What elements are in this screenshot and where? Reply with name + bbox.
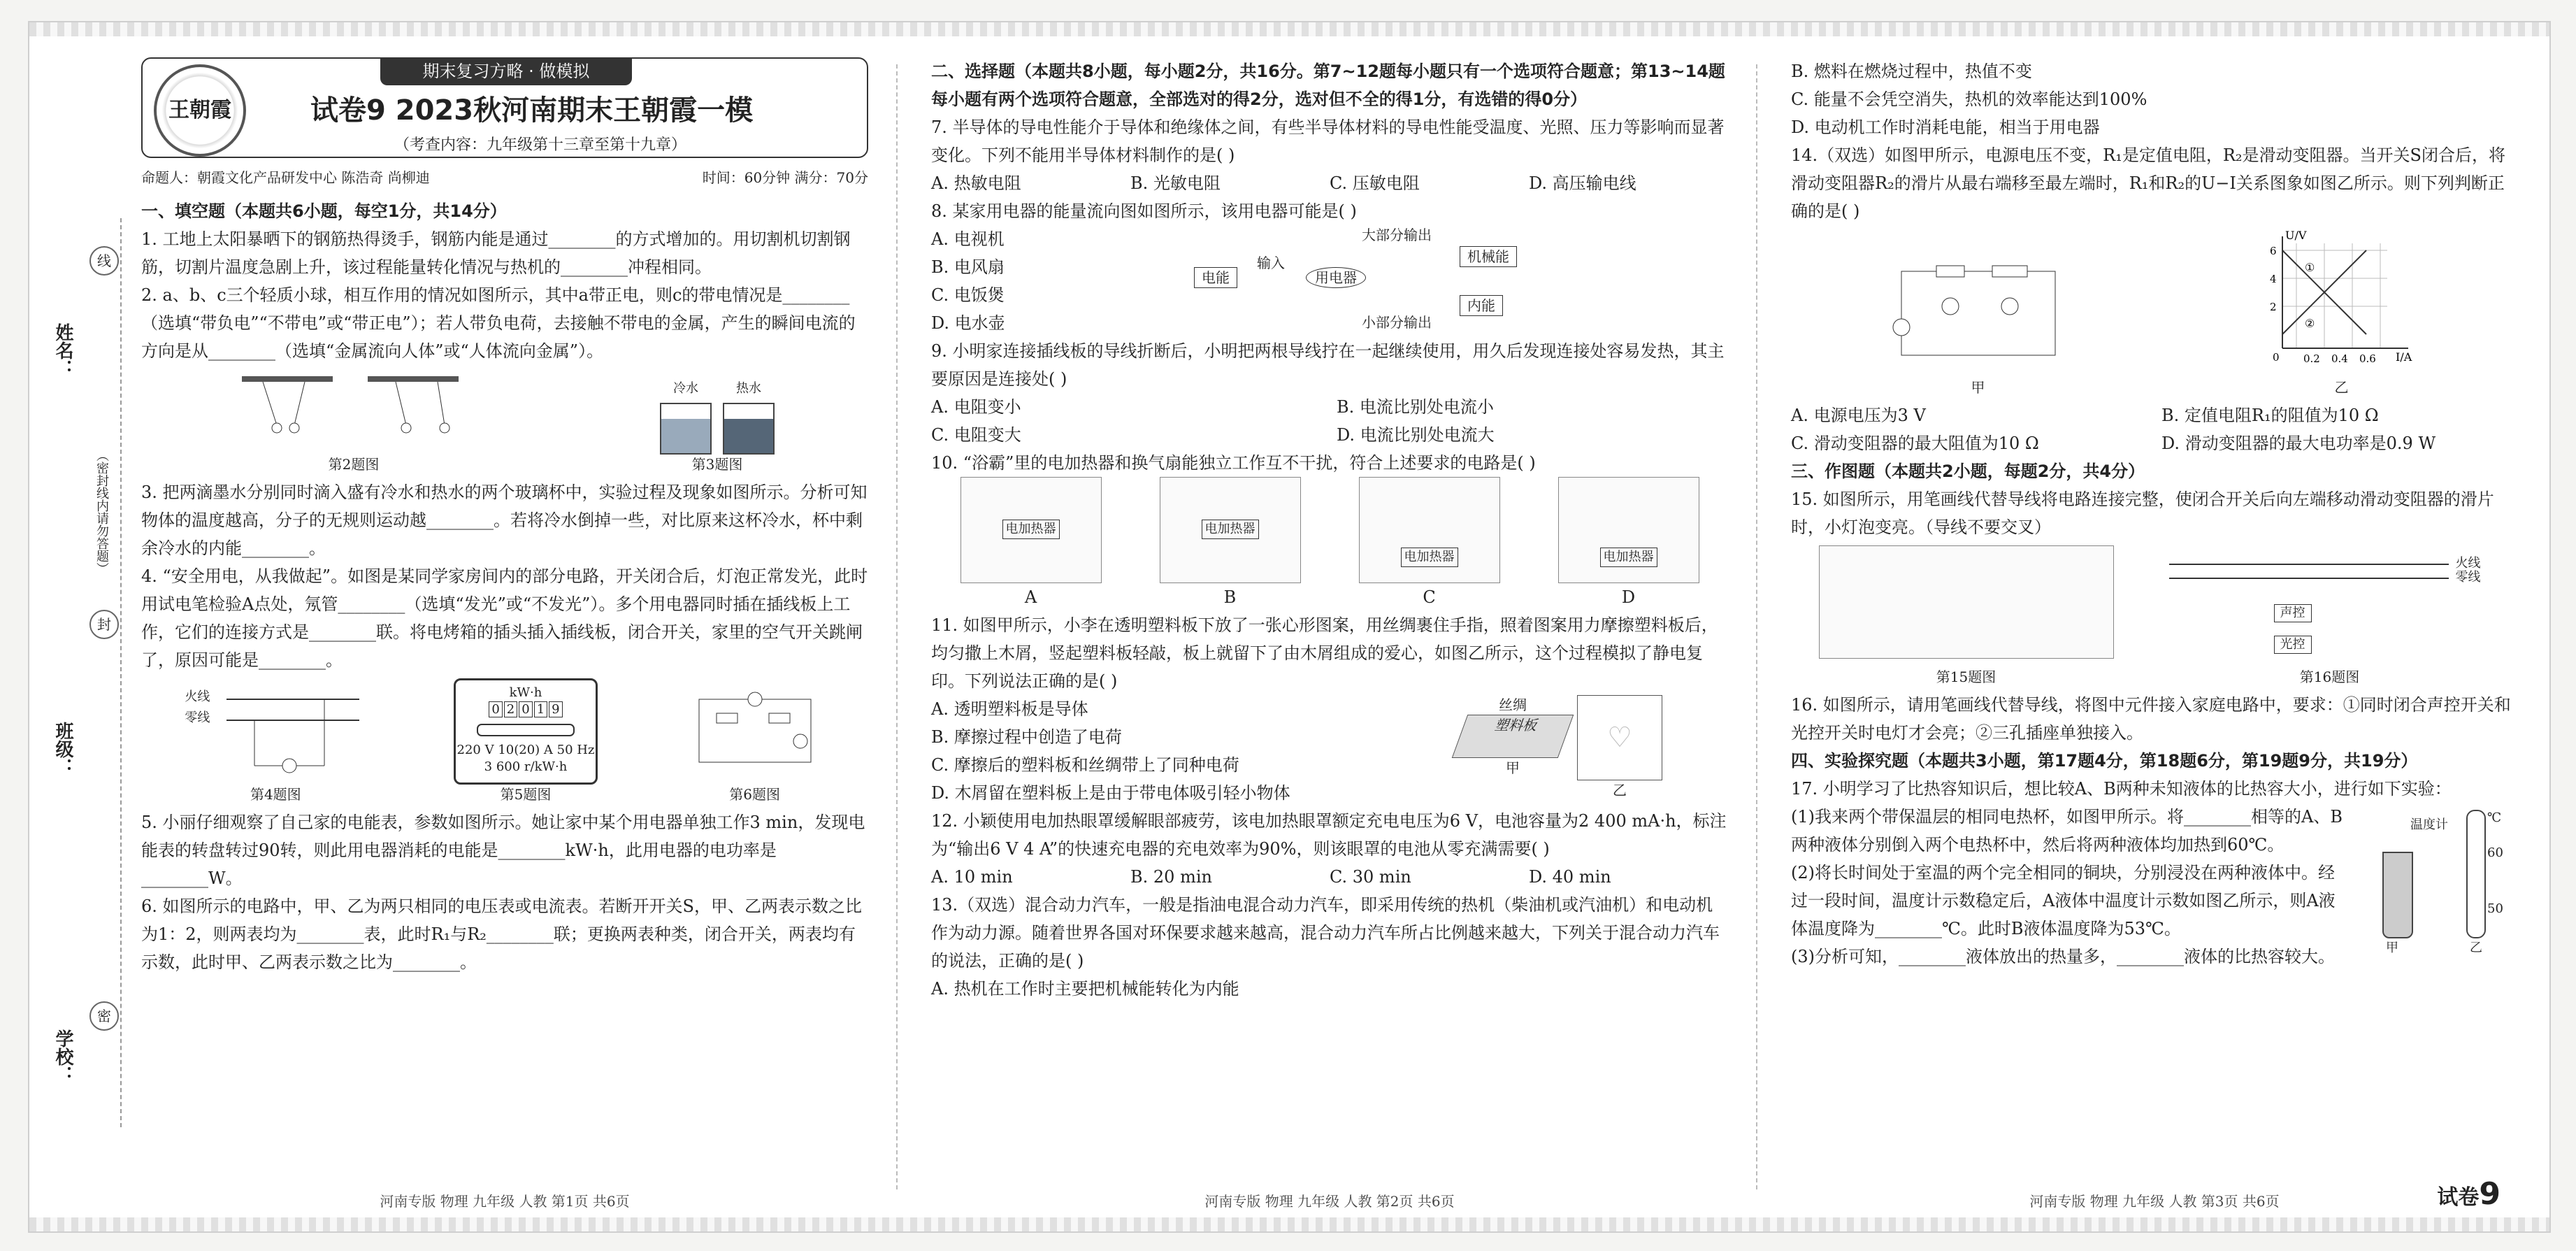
question-10: 10. “浴霸”里的电加热器和换气扇能独立工作互不干扰，符合上述要求的电路是( ) (931, 453, 1536, 473)
fig-yi-label: 乙 (1613, 782, 1627, 799)
flow-source: 电能 (1194, 267, 1237, 288)
time-score: 时间：60分钟 满分：70分 (702, 169, 868, 186)
q16-diagram (2169, 555, 2491, 667)
meter-digit: 1 (534, 701, 547, 717)
q8-options (931, 225, 1183, 337)
heater-box: 电加热器 (1401, 548, 1458, 567)
q11-fig-yi (1577, 695, 1662, 807)
option[interactable]: C. 电阻变大 (931, 425, 1021, 445)
q14-options (1791, 401, 2518, 457)
plastic-plate: 塑料板 (1452, 715, 1574, 758)
origin-tick: 0 (2272, 351, 2280, 364)
school-label: 学校： (52, 1029, 73, 1084)
xtick: 0.4 (2331, 352, 2348, 365)
question-9: 9. 小明家连接插线板的导线折断后，小明把两根导线拧在一起继续使用，用久后发现连接处容易发热，其主要原因是连接处( ) (931, 341, 1725, 389)
paper-meta (141, 164, 868, 192)
fig-6-caption: 第6题图 (729, 786, 780, 803)
meter-unit: kW·h (509, 685, 542, 700)
thermometer-scale (2466, 810, 2486, 938)
option[interactable]: D. 高压输电线 (1529, 173, 1636, 193)
q11-fig-jia (1460, 695, 1566, 807)
hot-water-label: 热水 (736, 381, 761, 396)
circuit-label: C (1423, 587, 1436, 607)
corner-prefix: 试卷 (2437, 1185, 2480, 1210)
question-11: 11. 如图甲所示，小李在透明塑料板下放了一张心形图案，用丝绸裹住手指，照着图案用力摩擦塑料板后，均匀撒上木屑，竖起塑料板轻敲，板上就留下了由木屑组成的爱心，如图乙所示，这个过程模拟了静电复印。下列说法正确的是( ) (931, 615, 1718, 691)
question-15: 15. 如图所示，用笔画线代替导线将电路连接完整，使闭合开关后向左端移动滑动变阻器的滑片时，小灯泡变亮。（导线不要交叉） (1791, 489, 2494, 537)
option[interactable]: D. 电流比别处电流大 (1337, 425, 1495, 445)
fig-jia-label: 甲 (1506, 759, 1520, 776)
q14-fig-jia (1887, 250, 2069, 397)
line-2-marker: ② (2304, 317, 2315, 330)
figure-15 (1819, 545, 2114, 687)
live-wire-label: 火线 (185, 689, 210, 704)
flow-internal: 内能 (1460, 295, 1503, 316)
fig-16-caption: 第16题图 (2299, 669, 2360, 685)
option[interactable]: B. 燃料在燃烧过程中，热值不变 (1791, 62, 2032, 81)
energy-flow-diagram (1194, 225, 1557, 337)
figure-5 (454, 678, 598, 804)
option[interactable]: C. 能量不会凭空消失，热机的效率能达到100% (1791, 90, 2147, 109)
paper-header (141, 57, 868, 158)
option[interactable]: B. 摩擦过程中创造了电荷 (931, 727, 1122, 747)
question-6: 6. 如图所示的电路中，甲、乙为两只相同的电压表或电流表。若断开开关S，甲、乙两表示数之比为1：2，则两表均为________表，此时R₁与R₂________联；更换两表种类，闭合开关，两表均有示数，此时甲、乙两表示数之比为________。 (141, 896, 862, 972)
binding-strip (52, 218, 122, 1127)
paper-title: 试卷9 2023秋河南期末王朝霞一模 (310, 94, 754, 127)
fig-row-2-3 (141, 369, 868, 474)
option[interactable]: A. 透明塑料板是导体 (931, 699, 1088, 719)
authors: 命题人：朝霞文化产品研发中心 陈浩奇 尚柳迪 (141, 169, 430, 186)
q11-options (931, 695, 1448, 807)
q11-body (931, 695, 1728, 807)
bottom-border (29, 1217, 2549, 1231)
ytick: 2 (2269, 301, 2277, 313)
meter-digit: 0 (519, 701, 532, 717)
option[interactable]: A. 10 min (931, 867, 1013, 887)
fig-jia-label: 甲 (2386, 941, 2398, 955)
temp-tick: 50 (2487, 901, 2503, 916)
q17-part-3: (3)分析可知，________液体放出的热量多，________液体的比热容较大。 (1791, 947, 2335, 966)
option[interactable]: C. 电饭煲 (931, 285, 1005, 305)
circuit-option[interactable] (1529, 477, 1728, 611)
q10-circuits (931, 477, 1728, 611)
option[interactable]: C. 滑动变阻器的最大阻值为10 Ω (1791, 434, 2039, 453)
ball-diagram (235, 369, 473, 446)
option[interactable]: D. 滑动变阻器的最大电功率是0.9 W (2161, 434, 2436, 453)
meter-rev: 3 600 r/kW·h (484, 759, 568, 774)
option[interactable]: B. 电风扇 (931, 257, 1005, 277)
paper-scope: （考查内容：九年级第十三章至第十九章） (394, 136, 687, 154)
cold-cup (660, 403, 712, 455)
question-13: 13.（双选）混合动力汽车，一般是指油电混合动力汽车，即采用传统的热机（柴油机或汽油机）和电动机作为动力源。随着世界各国对环保要求越来越高，混合动力汽车所占比例越来越大，下列关于混合动力汽车的说法，正确的是( ) (931, 895, 1720, 971)
option[interactable]: A. 电阻变小 (931, 397, 1021, 417)
question-5: 5. 小丽仔细观察了自己家的电能表，参数如图所示。她让家中某个用电器单独工作3 min，发现电能表的转盘转过90转，则此用电器消耗的电能是________kW·h，此用电器的电功率是________W。 (141, 813, 865, 888)
seal-line: 线 (89, 246, 119, 276)
xtick: 0.6 (2359, 352, 2376, 365)
fig-row-4-6 (141, 678, 868, 804)
heater-box: 电加热器 (1202, 520, 1259, 539)
fig-3-caption: 第3题图 (691, 456, 743, 473)
circuit-option[interactable] (1130, 477, 1330, 611)
meter-disc (477, 724, 575, 736)
ytick: 6 (2269, 245, 2277, 257)
q17-part-2: (2)将长时间处于室温的两个完全相同的铜块，分别浸没在两种液体中。经过一段时间，温度计示数稳定后，A液体中温度计示数如图乙所示，则A液体温度降为________℃。此时B液体温度降为53℃。 (1791, 863, 2336, 938)
exam-sheet (28, 21, 2551, 1233)
q14-yi-label: 乙 (2334, 379, 2349, 396)
section-2-title: 二、选择题（本题共8小题，每小题2分，共16分。第7~12题每小题只有一个选项符合题意；第13~14题每小题有两个选项符合题意，全部选对的得2分，选对但不全的得1分，有选错的得0分） (931, 62, 1725, 109)
flow-small: 小部分输出 (1362, 314, 1432, 331)
page-divider (896, 64, 898, 1189)
q8-body (931, 225, 1728, 337)
page-3 (1791, 57, 2518, 1189)
question-7: 7. 半导体的导电性能介于导体和绝缘体之间，有些半导体材料的导电性能受温度、光照、压力等影响而显著变化。下列不能用半导体材料制作的是( ) (931, 117, 1725, 165)
figure-16 (2169, 555, 2491, 687)
circuit-label: D (1621, 587, 1636, 607)
circuit-label: B (1223, 587, 1237, 607)
q17-body (1791, 803, 2518, 971)
fig-15-caption: 第15题图 (1936, 669, 1996, 685)
question-14: 14.（双选）如图甲所示，电源电压不变，R₁是定值电阻，R₂是滑动变阻器。当开关S闭合后，将滑动变阻器R₂的滑片从最右端移至最左端时，R₁和R₂的U−I关系图象如图乙所示。则下列判断正确的是( ) (1791, 145, 2505, 221)
page-1 (141, 57, 868, 1189)
ytick: 4 (2269, 273, 2277, 285)
heater-box: 电加热器 (1002, 520, 1060, 539)
class-label: 班级： (52, 722, 73, 776)
figure-6 (685, 678, 825, 804)
page-2 (931, 57, 1728, 1189)
fig-4-caption: 第4题图 (250, 786, 301, 803)
temp-unit: ℃ (2487, 810, 2502, 825)
flow-input: 输入 (1257, 255, 1285, 271)
top-border (29, 22, 2549, 36)
meter-digit: 0 (489, 701, 502, 717)
q15-apparatus (1819, 545, 2114, 659)
footer-page-3: 河南专版 物理 九年级 人教 第3页 共6页 (2029, 1193, 2280, 1210)
energy-meter (454, 678, 598, 785)
heating-cup (2382, 852, 2413, 938)
meter-digit: 9 (549, 701, 562, 717)
option[interactable]: C. 摩擦后的塑料板和丝绸带上了同种电荷 (931, 755, 1239, 775)
figure-2 (235, 369, 473, 474)
q14-figures (1791, 229, 2518, 397)
meter-digit: 2 (504, 701, 517, 717)
thermometer-label: 温度计 (2410, 817, 2448, 832)
option[interactable]: C. 30 min (1330, 867, 1411, 887)
corner-number: 9 (2479, 1176, 2501, 1212)
q7-options (931, 169, 1728, 197)
live-wire-label: 火线 (2455, 556, 2481, 571)
binding-note: （密封线内请勿答题） (94, 449, 109, 575)
option[interactable]: A. 电视机 (931, 229, 1005, 249)
name-label: 姓名： (52, 323, 73, 378)
option[interactable]: A. 电源电压为3 V (1791, 406, 1926, 425)
graph-xlabel: I/A (2395, 350, 2412, 364)
heart-pattern: ♡ (1577, 695, 1662, 780)
option[interactable]: D. 电动机工作时消耗电能，相当于用电器 (1791, 117, 2100, 137)
figure-3 (660, 373, 775, 474)
question-17: 17. 小明学习了比热容知识后，想比较A、B两种未知液体的比热容大小，进行如下实验： (1791, 779, 2452, 799)
flow-device: 用电器 (1306, 267, 1366, 288)
silk-label: 丝绸 (1499, 696, 1527, 713)
q14-jia-label: 甲 (1971, 379, 1985, 396)
page-divider (1756, 64, 1757, 1189)
footer-page-2: 河南专版 物理 九年级 人教 第2页 共6页 (1204, 1193, 1455, 1210)
circuit-option[interactable] (931, 477, 1130, 611)
section-3-title: 三、作图题（本题共2小题，每题2分，共4分） (1791, 462, 2145, 481)
option[interactable]: B. 定值电阻R₁的阻值为10 Ω (2161, 406, 2379, 425)
option[interactable]: D. 电水壶 (931, 313, 1005, 333)
meter-digits (456, 701, 596, 718)
fig-5-caption: 第5题图 (500, 786, 552, 803)
line-1-marker: ① (2304, 261, 2315, 274)
option[interactable]: B. 光敏电阻 (1130, 173, 1221, 193)
question-3: 3. 把两滴墨水分别同时滴入盛有冷水和热水的两个玻璃杯中，实验过程及现象如图所示。分析可知物体的温度越高，分子的无规则运动越________。若将冷水倒掉一些，对比原来这杯冷水，杯中剩余冷水的内能________。 (141, 482, 868, 558)
option[interactable]: A. 热敏电阻 (931, 173, 1021, 193)
option[interactable]: D. 40 min (1529, 867, 1611, 887)
header-banner: 期末复习方略 · 做模拟 (380, 57, 632, 85)
q12-options (931, 863, 1728, 891)
question-8: 8. 某家用电器的能量流向图如图所示，该用电器可能是( ) (931, 201, 1357, 221)
q17-part-1: (1)我来两个带保温层的相同电热杯，如图甲所示。将________相等的A、B两种液体分别倒入两个电热杯中，然后将两种液体均加热到60℃。 (1791, 807, 2343, 855)
q14-circuit (1887, 250, 2069, 369)
fig-2-caption: 第2题图 (328, 456, 380, 473)
question-12: 12. 小颖使用电加热眼罩缓解眼部疲劳，该电加热眼罩额定充电电压为6 V，电池容量为2 400 mA·h，标注为“输出6 V 4 A”的快速充电器的充电效率为90%，则该眼罩的电池从零充满需要( ) (931, 811, 1727, 859)
cold-water-label: 冷水 (673, 381, 698, 396)
light-switch: 光控 (2274, 636, 2312, 654)
flow-mech: 机械能 (1460, 246, 1517, 267)
hot-cup (723, 403, 775, 455)
circuit-option[interactable] (1330, 477, 1529, 611)
footer-page-1: 河南专版 物理 九年级 人教 第1页 共6页 (380, 1193, 630, 1210)
q9-options (931, 393, 1728, 449)
question-2: 2. a、b、c三个轻质小球，相互作用的情况如图所示，其中a带正电，则c的带电情况是________（选填“带负电”“不带电”或“带正电”）；若人带负电荷，去接触不带电的金属，产生的瞬间电流的方向是从________（选填“金属流向人体”或“人体流向金属”）。 (141, 285, 856, 361)
circuit-label: A (1024, 587, 1037, 607)
meter-spec: 220 V 10(20) A 50 Hz (456, 743, 595, 757)
neutral-wire-label: 零线 (185, 710, 210, 725)
flow-big: 大部分输出 (1362, 227, 1432, 243)
section-4-title: 四、实验探究题（本题共3小题，第17题4分，第18题6分，第19题9分，共19分） (1791, 751, 2418, 771)
figure-4 (185, 678, 366, 804)
seal-dense: 密 (89, 1001, 119, 1031)
option[interactable]: C. 压敏电阻 (1330, 173, 1420, 193)
option[interactable]: A. 热机在工作时主要把机械能转化为内能 (931, 979, 1239, 999)
q17-figure (2361, 803, 2515, 957)
question-1: 1. 工地上太阳暴晒下的钢筋热得烫手，钢筋内能是通过________的方式增加的。用切割机切割钢筋，切割片温度急剧上升，该过程能量转化情况与热机的________冲程相同。 (141, 229, 851, 277)
heater-box: 电加热器 (1600, 548, 1657, 567)
option[interactable]: B. 电流比别处电流小 (1337, 397, 1494, 417)
q14-fig-yi (2261, 229, 2422, 397)
neutral-wire-label: 零线 (2455, 570, 2481, 585)
brand-logo: 王朝霞 (154, 64, 246, 157)
section-1-title: 一、填空题（本题共6小题，每空1分，共14分） (141, 201, 507, 221)
question-4: 4. “安全用电，从我做起”。如图是某同学家房间内的部分电路，开关闭合后，灯泡正常发光，此时用试电笔检验A点处，氖管________（选填“发光”或“不发光”）。多个用电器同时插在插线板上工作，它们的连接方式是________联。将电烤箱的插头插入插线板，闭合开关，家里的空气开关跳闸了，原因可能是________。 (141, 566, 868, 670)
temp-tick: 60 (2487, 845, 2503, 860)
question-16: 16. 如图所示，请用笔画线代替导线，将图中元件接入家庭电路中，要求：①同时闭合声控开关和光控开关时电灯才会亮；②三孔插座单独接入。 (1791, 695, 2511, 743)
graph-ylabel: U/V (2284, 229, 2306, 242)
fig-row-15-16 (1791, 545, 2518, 687)
fig-yi-label: 乙 (2470, 941, 2482, 955)
seal-seal: 封 (89, 610, 119, 639)
xtick: 0.2 (2303, 352, 2320, 365)
option[interactable]: D. 木屑留在塑料板上是由于带电体吸引轻小物体 (931, 783, 1290, 803)
option[interactable]: B. 20 min (1130, 867, 1212, 887)
sound-switch: 声控 (2274, 604, 2312, 622)
meter-circuit-diagram (685, 678, 825, 776)
paper-number-corner (2437, 1176, 2501, 1212)
ui-graph (2261, 229, 2422, 369)
